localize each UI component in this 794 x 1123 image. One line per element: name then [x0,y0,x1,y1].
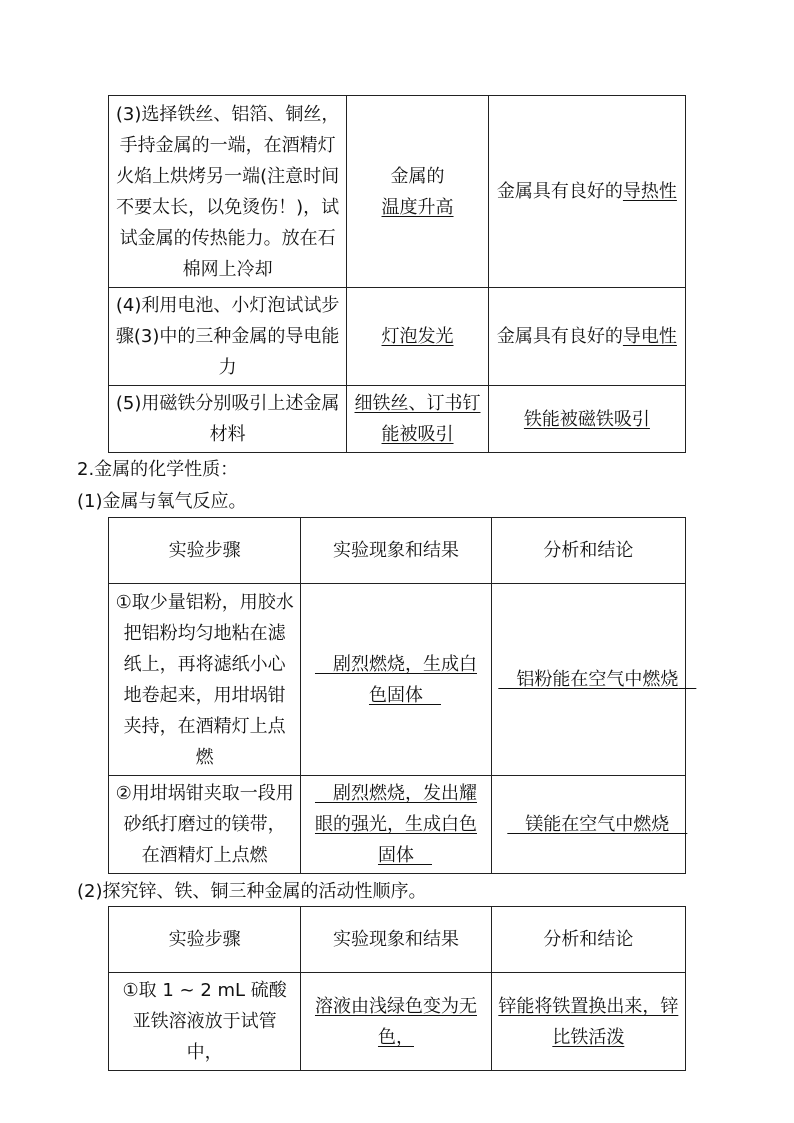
phenomenon-answer: 灯泡发光 [381,326,454,347]
conclusion-answer: 铝粉能在空气中燃烧 [498,669,697,690]
conclusion-answer: 锌能将铁置换出来，锌比铁活泼 [498,995,679,1048]
header-phenomenon: 实验现象和结果 [301,907,491,973]
phenomenon-cell [301,776,491,874]
header-conclusion: 分析和结论 [491,518,685,584]
phenomenon-answer: 溶液由浅绿色变为无色， [314,995,477,1048]
conclusion-cell [491,584,697,776]
conclusion-cell [491,776,688,874]
conclusion-cell [488,96,685,288]
phenomenon-answer: 温度升高 [381,196,454,218]
phenomenon-prefix: 金属的 [390,165,445,187]
step-text: (3)选择铁丝、铝箔、铜丝，手持金属的一端，在酒精灯火焰上烘烤另一端(注意时间不要太长，以免烫伤！)，试试金属的传热能力。放在石棉网上冷却 [115,103,340,280]
table-row [109,776,686,874]
phenomenon-answer: 剧烈燃烧，发出耀眼的强光，生成白色固体 [314,783,477,866]
header-step: 实验步骤 [109,907,301,973]
phenomenon-cell [301,584,491,776]
conclusion-cell [488,386,685,453]
phenomenon-cell [301,973,491,1071]
phenomenon-answer: 剧烈燃烧，生成白色固体 [314,653,477,706]
step-cell [109,973,301,1071]
table-row [109,386,686,453]
table-row [109,288,686,386]
conclusion-cell [488,288,685,386]
step-text: (5)用磁铁分别吸引上述金属材料 [115,393,340,445]
conclusion-answer: 镁能在空气中燃烧 [507,814,688,835]
phenomenon-answer: 细铁丝、订书钉能被吸引 [354,393,481,445]
step-cell [109,288,347,386]
conclusion-answer: 导电性 [622,326,677,347]
phenomenon-cell [347,288,489,386]
step-cell [109,386,347,453]
step-cell [109,96,347,288]
conclusion-prefix: 金属具有良好的 [496,181,623,202]
step-text: (4)利用电池、小灯泡试试步骤(3)中的三种金属的导电能力 [115,295,340,378]
step-cell [109,776,301,874]
table-row [109,96,686,288]
section-2-title: 2.金属的化学性质： [77,459,239,480]
step-text: ①取少量铝粉，用胶水把铝粉均匀地粘在滤纸上，再将滤纸小心地卷起来，用坩埚钳夹持，在酒精灯上点燃 [115,591,294,768]
physical-properties-table [108,95,686,453]
step-text: ①取 1 ~ 2 mL 硫酸亚铁溶液放于试管中， [122,980,287,1063]
step-cell [109,584,301,776]
table-row [109,973,686,1071]
phenomenon-cell [347,386,489,453]
conclusion-prefix: 金属具有良好的 [496,326,623,347]
conclusion-cell [491,973,685,1071]
table-row [109,584,686,776]
section-2-1-title: (1)金属与氧气反应。 [77,491,247,512]
table-header-row [109,518,686,584]
table-header-row [109,907,686,973]
section-2-2-title: (2)探究锌、铁、铜三种金属的活动性顺序。 [77,881,427,902]
header-phenomenon: 实验现象和结果 [301,518,491,584]
phenomenon-cell [347,96,489,288]
header-conclusion: 分析和结论 [491,907,685,973]
conclusion-answer: 导热性 [622,181,677,202]
header-step: 实验步骤 [109,518,301,584]
conclusion-answer: 铁能被磁铁吸引 [523,408,650,430]
metal-activity-table [108,906,686,1071]
metal-oxygen-table [108,517,697,874]
step-text: ②用坩埚钳夹取一段用砂纸打磨过的镁带，在酒精灯上点燃 [115,783,294,866]
